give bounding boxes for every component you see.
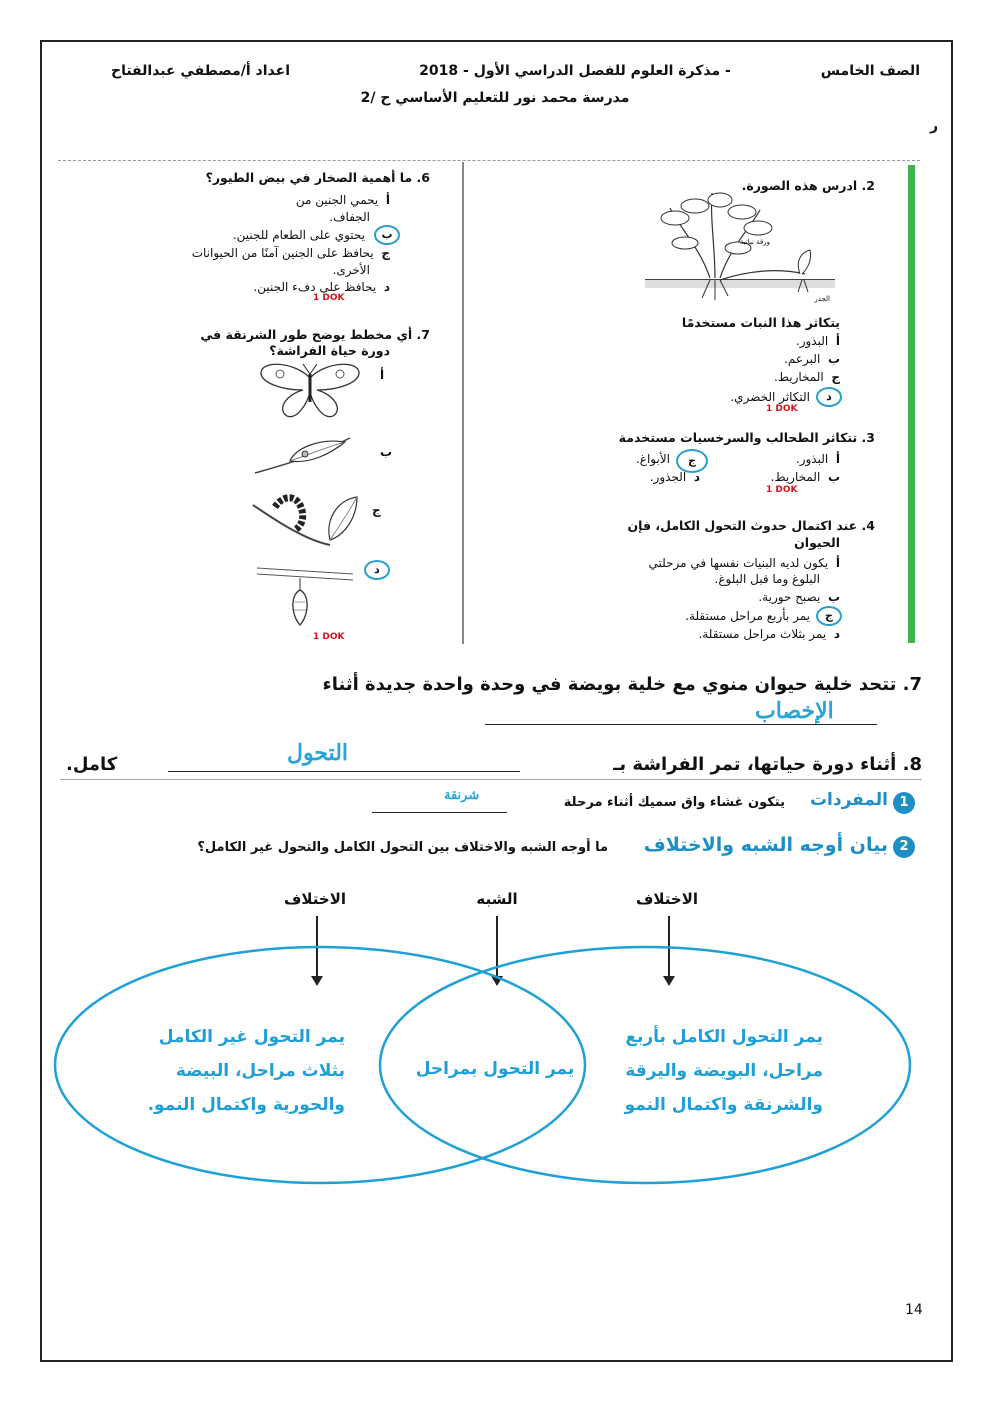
compare-label: بيان أوجه الشبه والاختلاف <box>643 834 888 856</box>
q3-option-d: د الجذور. <box>649 470 700 484</box>
q6-option-c-cont: الأخرى. <box>332 263 370 277</box>
fill-q8: 8. أثناء دورة حياتها، تمر الفراشة بـ <box>613 754 922 775</box>
q6-dok: 1 DOK <box>313 293 345 303</box>
compare-question: ما أوجه الشبه والاختلاف بين التحول الكامل والتحول غير الكامل؟ <box>197 840 608 855</box>
q4-question-cont: الحيوان <box>794 535 840 550</box>
q7-option-b-letter: ب <box>380 445 393 459</box>
q2-dok: 1 DOK <box>766 404 798 414</box>
q4-question: 4. عند اكتمال حدوث التحول الكامل، فإن <box>627 518 875 533</box>
q4-option-b: ب يصبح حورية. <box>758 590 840 604</box>
venn-middle-text <box>410 1052 580 1086</box>
q3-option-c-circled: ج <box>676 449 708 473</box>
excerpt-top-rule <box>58 160 920 163</box>
fill-bottom-rule <box>60 779 922 780</box>
q2-option-c: ج المخاريط. <box>774 370 840 384</box>
vocab-answer: شرنقة <box>444 788 480 803</box>
venn-left-line-1: يمر التحول غير الكامل <box>158 1027 345 1047</box>
stray-mark: ر <box>929 118 938 134</box>
q7-option-a-letter: أ <box>380 368 385 382</box>
fill-q7-blank <box>485 724 877 725</box>
venn-right-text <box>598 1020 823 1122</box>
q6-option-d: د يحافظ على دفء الجنين. <box>253 280 390 294</box>
q4-option-a: أ يكون لديه البنيات نفسها في مرحلتي <box>648 556 840 570</box>
egg-on-leaf-drawing <box>250 428 360 483</box>
q3-question: 3. تتكاثر الطحالب والسرخسيات مستخدمة <box>618 430 875 445</box>
q7-question: 7. أي مخطط يوضح طور الشرنقة في <box>200 327 430 342</box>
q3-option-a: أ البذور. <box>795 452 840 466</box>
q7-option-c-letter: ج <box>372 503 381 517</box>
venn-left-text <box>120 1020 345 1122</box>
q7-option-d-circled: د <box>364 560 390 580</box>
q3-dok: 1 DOK <box>766 485 798 495</box>
q6-question: 6. ما أهمية الصخار في بيض الطيور؟ <box>205 170 430 185</box>
q6-option-b-text: يحتوي على الطعام للجنين. <box>232 228 365 242</box>
q3-option-c-text: الأبواغ. <box>635 452 670 466</box>
venn-label-right: الاختلاف <box>635 890 699 908</box>
page-number: 14 <box>905 1302 923 1318</box>
header-grade: الصف الخامس <box>820 63 920 79</box>
header-school: مدرسة محمد نور للتعليم الأساسي ح /2 <box>360 90 630 106</box>
butterfly-drawing <box>255 360 365 420</box>
q6-option-b-circled: ب <box>374 225 400 245</box>
q4-option-c-circled: ج <box>816 606 842 626</box>
q2-option-d-text: التكاثر الخضري. <box>730 390 810 404</box>
header-title: - مذكرة العلوم للفصل الدراسي الأول - 2018 <box>419 63 731 79</box>
venn-right-line-2: مراحل، البويضة واليرقة <box>625 1061 823 1081</box>
fill-q8-end: كامل. <box>66 754 118 775</box>
q2-option-a: أ البذور. <box>795 334 840 348</box>
compare-badge: 2 <box>893 836 915 858</box>
chrysalis-drawing <box>255 560 355 630</box>
q4-option-a-cont: البلوغ وما قبل البلوغ. <box>714 572 820 586</box>
fill-q7: 7. تتحد خلية حيوان منوي مع خلية بويضة في وحدة واحدة جديدة أثناء <box>322 674 922 695</box>
q6-option-c: ج يحافظ على الجنين آمنًا من الحيوانات <box>191 246 390 260</box>
fill-q7-answer: الإخصاب <box>755 698 834 724</box>
venn-right-line-1: يمر التحول الكامل بأربع <box>625 1027 823 1047</box>
q7-question-cont: دورة حياة الفراشة؟ <box>269 343 390 358</box>
venn-right-line-3: والشرنقة واكتمال النمو <box>624 1095 823 1115</box>
header-author: اعداد أ/مصطفي عبدالفتاح <box>111 63 290 79</box>
q2-question: 2. ادرس هذه الصورة. <box>741 178 875 193</box>
q7-dok: 1 DOK <box>313 632 345 642</box>
venn-left-line-3: والحورية واكتمال النمو. <box>147 1095 345 1115</box>
fill-q8-answer: التحول <box>287 740 349 766</box>
venn-label-left: الاختلاف <box>283 890 347 908</box>
q2-question-cont: يتكاثر هذا النبات مستخدمًا <box>681 315 840 330</box>
venn-middle-line-1: يمر التحول بمراحل <box>415 1059 575 1079</box>
q2-option-d-circled: د <box>816 387 842 407</box>
q6-option-a-cont: الجفاف. <box>329 210 370 224</box>
vocab-blank <box>372 812 507 813</box>
vocab-badge: 1 <box>893 792 915 814</box>
plant-label-root: الجذر <box>814 295 830 303</box>
plant-label-leaf: ورقة نباتية <box>739 238 770 246</box>
vocab-label: المفردات <box>809 790 888 810</box>
green-side-bar <box>908 165 915 643</box>
venn-label-middle: الشبه <box>476 890 518 908</box>
vocab-text: يتكون غشاء واق سميك أثناء مرحلة <box>563 795 785 810</box>
fill-q8-blank <box>168 771 520 772</box>
venn-left-line-2: بثلاث مراحل، البيضة <box>175 1061 345 1081</box>
caterpillar-drawing <box>245 485 365 550</box>
q4-option-d: د يمر بثلاث مراحل مستقلة. <box>698 627 840 641</box>
q2-option-b: ب البرعم. <box>784 352 840 366</box>
q6-option-a: أ يحمي الجنين من <box>295 193 390 207</box>
q4-option-c-text: يمر بأربع مراحل مستقلة. <box>685 609 810 623</box>
q3-option-b: ب المخاريط. <box>770 470 840 484</box>
column-divider <box>462 162 464 644</box>
